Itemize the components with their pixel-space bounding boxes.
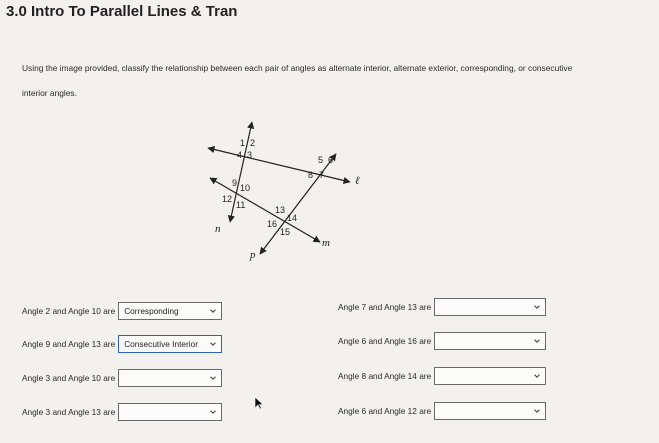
chevron-down-icon xyxy=(209,307,217,315)
question-prompt: Angle 3 and Angle 10 are xyxy=(22,373,116,383)
line-label-n: n xyxy=(215,223,221,235)
question-prompt: Angle 7 and Angle 13 are xyxy=(338,302,432,312)
angle-label-1: 1 xyxy=(240,138,246,148)
parallel-lines-figure xyxy=(200,118,370,268)
angle-label-8: 8 xyxy=(308,170,314,180)
line-label-p: p xyxy=(250,249,256,261)
angle-label-3: 3 xyxy=(247,150,253,160)
question-row-3 xyxy=(22,335,222,353)
line-label-l: ℓ xyxy=(355,175,360,187)
dropdown-value: Corresponding xyxy=(124,306,179,316)
angle-label-9: 9 xyxy=(232,178,238,188)
chevron-down-icon xyxy=(533,372,541,380)
question-prompt: Angle 3 and Angle 13 are xyxy=(22,407,116,417)
angle-label-2: 2 xyxy=(250,138,256,148)
dropdown-value: Consecutive Interior xyxy=(124,339,198,349)
angle-label-14: 14 xyxy=(287,213,298,223)
answer-dropdown-4[interactable] xyxy=(434,332,546,350)
answer-dropdown-1[interactable] xyxy=(118,302,222,320)
question-row-4 xyxy=(338,332,546,350)
question-row-8 xyxy=(338,402,546,420)
question-prompt: Angle 6 and Angle 16 are xyxy=(338,336,432,346)
figure-svg xyxy=(200,118,370,268)
question-prompt: Angle 6 and Angle 12 are xyxy=(338,406,432,416)
chevron-down-icon xyxy=(209,374,217,382)
angle-label-11: 11 xyxy=(236,200,246,210)
mouse-pointer-icon xyxy=(254,396,264,410)
question-row-6 xyxy=(338,367,546,385)
chevron-down-icon xyxy=(209,408,217,416)
question-prompt: Angle 9 and Angle 13 are xyxy=(22,339,116,349)
question-row-1 xyxy=(22,302,222,320)
answer-dropdown-3[interactable] xyxy=(118,335,222,353)
answer-dropdown-5[interactable] xyxy=(118,369,222,387)
angle-label-7: 7 xyxy=(319,170,325,180)
angle-label-12: 12 xyxy=(222,194,233,204)
line-m xyxy=(210,178,320,242)
chevron-down-icon xyxy=(533,407,541,415)
answer-dropdown-6[interactable] xyxy=(434,367,546,385)
angle-label-5: 5 xyxy=(318,155,324,165)
line-l xyxy=(208,148,350,182)
line-label-m: m xyxy=(322,237,330,249)
question-row-7 xyxy=(22,403,222,421)
question-prompt: Angle 8 and Angle 14 are xyxy=(338,371,432,381)
chevron-down-icon xyxy=(533,303,541,311)
question-prompt: Angle 2 and Angle 10 are xyxy=(22,306,116,316)
question-row-2 xyxy=(338,298,546,316)
chevron-down-icon xyxy=(209,340,217,348)
page-title: 3.0 Intro To Parallel Lines & Tran xyxy=(6,3,238,20)
angle-label-15: 15 xyxy=(280,227,291,237)
angle-label-16: 16 xyxy=(267,219,278,229)
instructions-line-1: Using the image provided, classify the relationship between each pair of angles as alternate interior, alternate exterior, corresponding, or consecutive xyxy=(22,63,573,73)
angle-label-4: 4 xyxy=(237,150,243,160)
angle-label-6: 6 xyxy=(328,155,334,165)
question-row-5 xyxy=(22,369,222,387)
instructions xyxy=(22,56,642,106)
instructions-line-2: interior angles. xyxy=(22,88,77,98)
angle-label-10: 10 xyxy=(240,183,251,193)
answer-dropdown-7[interactable] xyxy=(118,403,222,421)
answer-dropdown-8[interactable] xyxy=(434,402,546,420)
angle-label-13: 13 xyxy=(275,205,286,215)
answer-dropdown-2[interactable] xyxy=(434,298,546,316)
chevron-down-icon xyxy=(533,337,541,345)
